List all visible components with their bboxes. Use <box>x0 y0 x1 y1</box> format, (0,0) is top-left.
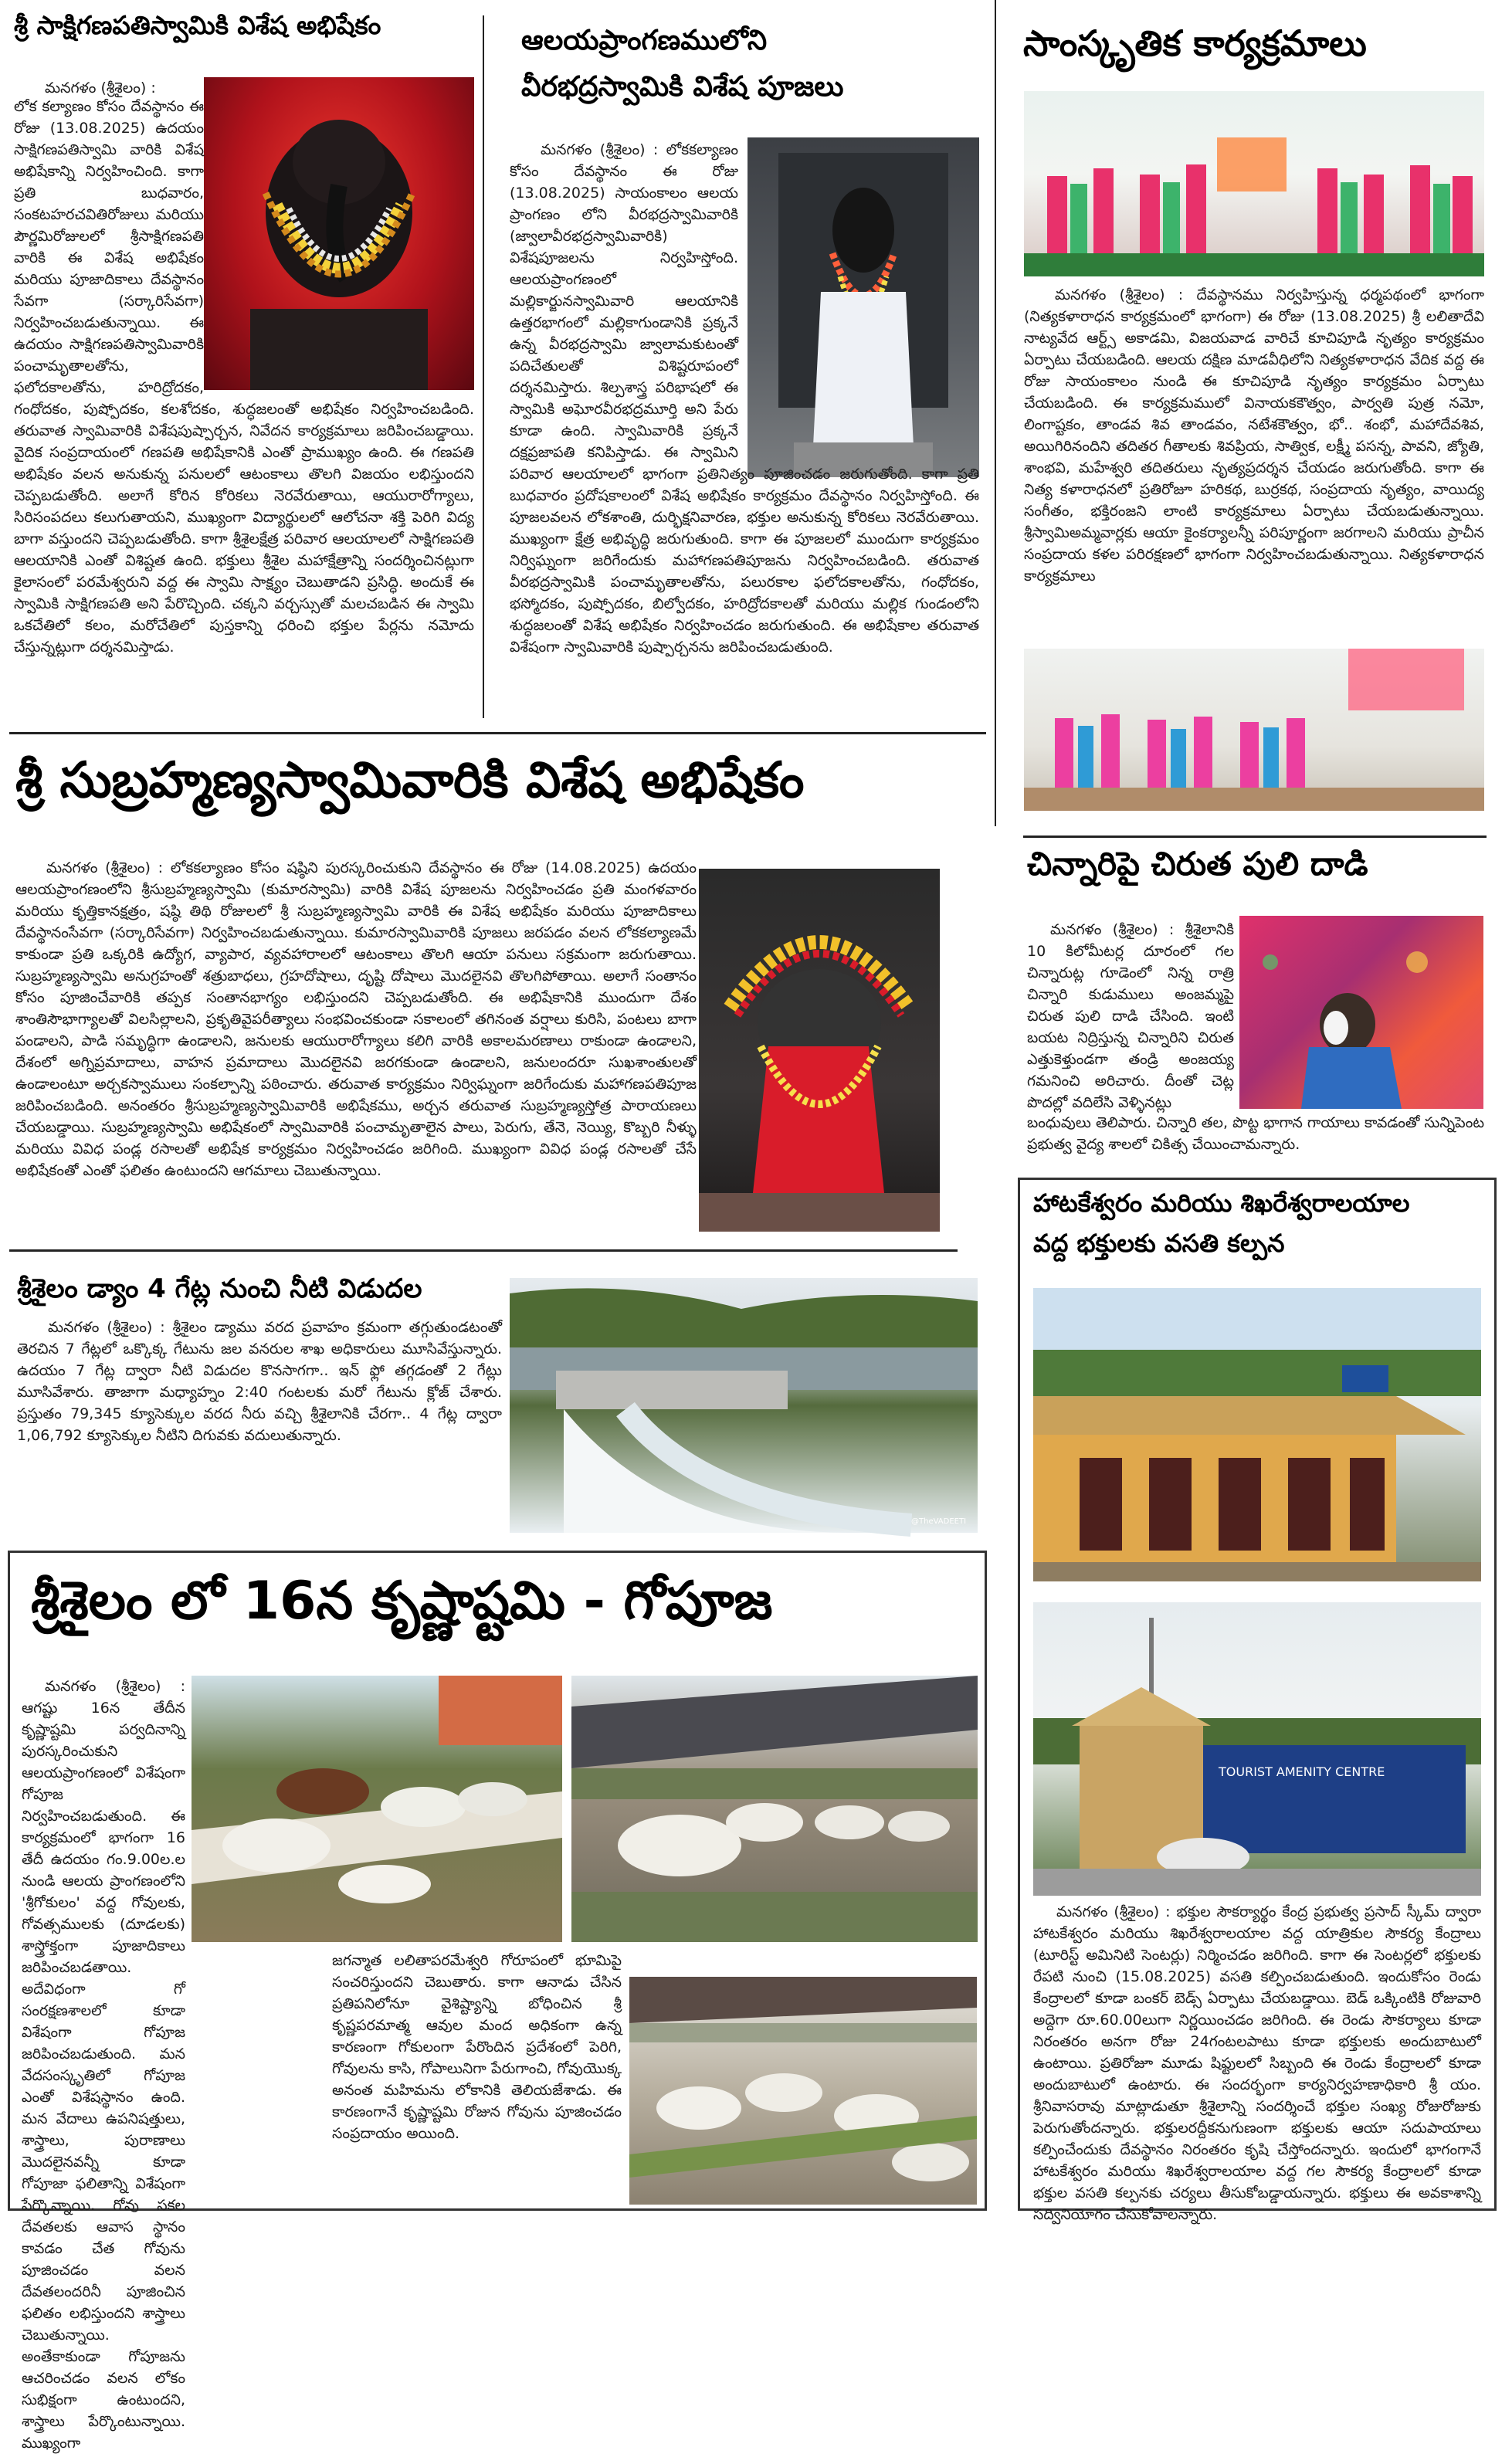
injured-child-photo <box>1239 916 1483 1109</box>
article3-body-text: దేవస్థానము నిర్వహిస్తున్న ధర్మపథంలో భాగంగా (నిత్యకళారాధన కార్యక్రమంలో భాగంగా) ఈ రోజు (13.08.2025) శ్రీ లలితాదేవి నాట్యవేద ఆర్ట్స్ అకాడమి, విజయవాడ వారిచే కూచిపూడి నృత్యం కార్యక్రమం ఏర్పాటు చేయబడింది. ఆలయ దక్షిణ మాడవీధిలోని నిత్యకళారాధన వేదిక వద్ద ఈ రోజు సాయంకాలం నుండి ఈ కూచిపూడి నృత్యం కార్యక్రమం ఏర్పాటు చేయబడింది. ఈ కార్యక్రమములో వినాయకకౌత్వం, పార్వతి పుత్ర నమో, లింగాష్టకం, తాండవ శివ తాండవం, నటేశకౌత్వం, భో.. శంభో, మహాదేవశివ, అయిగిరినందిని తదితర గీతాలకు శివప్రియ, సాత్విక, లక్ష్మీ పసన్న, పావని, జ్యోతి, శాంభవి, మహేశ్వరి తదితరులు నృత్యప్రదర్శన చేయడం జరుగుతోంది. కాగా ఈ నిత్య కళారాధనలో ప్రతిరోజూ హరికథ, బుర్రకథ, సంప్రదాయ నృత్యం, వాయిద్య సంగీతం, భక్తిరంజని లాంటి కార్యక్రమాలు ఏర్పాటు చేయబడుతున్నాయి. శ్రీస్వామిఅమ్మవార్లకు ఆయా కైంకర్యాలన్నీ పరిపూర్ణంగా జరగాలని మరియు ప్రాచీన సంప్రదాయ కళల పరిరక్షణలో భాగంగా నిర్వహించబడుతున్నాయి. నిత్యకళారాధన కార్యక్రమాలు <box>1024 286 1484 585</box>
article1-headline: శ్రీ సాక్షిగణపతిస్వామికి విశేష అభిషేకం <box>14 10 381 40</box>
article2-body-text: లోకకల్యాణం కోసం దేవస్థానం ఈ రోజు (13.08.2025) సాయంకాలం ఆలయ ప్రాంగణం లోని వీరభద్రస్వామివారికి (జ్వాలావీరభద్రస్వామివారికి) విశేషపూజలను నిర్వహిస్తోంది. ఆలయప్రాంగణంలో మల్లికార్జునస్వామివారి ఆలయానికి ఉత్తరభాగంలో మల్లికాగుండానికి ప్రక్కనే ఉన్న వీరభద్రస్వామి జ్వాలామకుటంతో పదిచేతులతో విశిష్టరూపంలో దర్శనమిస్తారు. శిల్పశాస్త్ర పరిభాషలో ఈ స్వామికి అఘోరవీరభద్రమూర్తి అని పేరు కూడా ఉంది. స్వామివారికి ప్రక్కనే దక్షప్రజాపతి కనిపిస్తాడు. ఈ స్వామిని పరివార ఆలయాలలో భాగంగా ప్రతినిత్యం పూజించడం జరుగుతోంది. కాగా ప్రతి బుధవారం ప్రదోషకాలంలో విశేష అభిషేకం కార్యక్రమం దేవస్థానం నిర్వహిస్తోంది. ఈ పూజలవలన లోకశాంతి, దుర్భిక్షనివారణ, భక్తుల అనుకున్న కోరికలు నెరవేరుతాయి. ముఖ్యంగా క్షేత్ర అభివృద్ధి జరుగుతుంది. కాగా ఈ పూజలలో ముందుగా కార్యక్రమం నిర్విఘ్నంగా జరిగేందుకు మహాగణపతిపూజను నిర్వహించబడింది. తరువాత వీరభద్రస్వామికి పంచామృతాలతోను, పలురకాల ఫలోదకాలతోను, గంధోదకం, భస్మోదకం, పుష్పోదకం, బిల్వోదకం, హరిద్రోదకాలతో మరియు మల్లిక గుండంలోని శుద్ధజలంతో విశేష అభిషేకం నిర్వహించడం జరుగుతుంది. ఈ అభిషేకాల తరువాత విశేషంగా స్వామివారికి పుష్పార్చనను జరిపించబడుతుంది. <box>510 141 979 656</box>
article6-dateline: మనగళం (శ్రీశైలం) : <box>1056 1903 1171 1920</box>
column-divider-1 <box>483 15 484 718</box>
sikharesvaram-amenity-centre-photo <box>1033 1602 1481 1896</box>
article6-headline-line1: హాటకేశ్వరం మరియు శిఖరేశ్వరాలయాల <box>1033 1188 1410 1218</box>
article8-body-mid: జగన్మాత లలితాపరమేశ్వరి గోరూపంలో భూమిపై సంచరిస్తుందని చెబుతారు. కాగా ఆనాడు చేసిన ప్రతిపనిలోనూ వైశిష్ట్యాన్ని బోధించిన శ్రీ కృష్ణపరమాత్మ ఆవుల మంద అధికంగా ఉన్న కారణంగా గోకులంగా పేరొందిన ప్రదేశంలో పెరిగి, గోవులను కాసి, గోపాలునిగా పేరుగాంచి, గోవుయొక్క అనంత మహిమను లోకానికి తెలియజేశాడు. ఈ కారణంగానే కృష్ణాష్టమి రోజున గోవును పూజించడం సంప్రదాయం అయింది. <box>332 1952 622 2142</box>
article7-body-text: శ్రీశైలం డ్యాము వరద ప్రవాహం క్రమంగా తగ్గుతుండటంతో తెరచిన 7 గేట్లలో ఒక్కొక్క గేటును జల వనరుల శాఖ అధికారులు మూసివేస్తున్నారు. ఉదయం 7 గేట్ల ద్వారా నీటి విడుదల కొనసాగగా.. ఇన్ ఫ్లో తగ్గడంతో 2 గేట్లు మూసివేశారు. తాజాగా మధ్యాహ్నం 2:40 గంటలకు మరో గేటును క్లోజ్ చేశారు. ప్రస్తుతం 79,345 క్యూసెక్కుల వరద నీరు వచ్చి శ్రీశైలానికి చేరగా.. 4 గేట్ల ద్వారా 1,06,792 క్యూసెక్కుల నీటిని దిగువకు వదులుతున్నారు. <box>17 1319 503 1444</box>
column-divider-2 <box>995 0 996 826</box>
hatakeswaram-amenity-centre-photo <box>1033 1288 1481 1581</box>
article3-dateline: మనగళం (శ్రీశైలం) : <box>1055 286 1184 303</box>
article5-headline: చిన్నారిపై చిరుత పులి దాడి <box>1027 845 1368 883</box>
amenity-sign: TOURIST AMENITY CENTRE <box>1219 1764 1385 1779</box>
article4-body-text: లోకకల్యాణం కోసం షష్ఠిని పురస్కరించుకుని దేవస్థానం ఈ రోజు (14.08.2025) ఉదయం ఆలయప్రాంగణంలోని శ్రీసుబ్రహ్మణ్యస్వామి (కుమారస్వామి) వారికి విశేష పూజలను నిర్వహించడం ప్రతి మంగళవారం మరియు కృత్తికానక్షత్రం, షష్ఠి తిథి రోజులలో శ్రీ సుబ్రహ్మణ్యస్వామి వారికి ఈ విశేష అభిషేకం మరియు పూజాదికాలు దేవస్థానంసేవగా (సర్కారిసేవగా) నిర్వహించబడుతున్నాయి. కుమారస్వామివారికి పూజలు జరపడం వలన లోకకల్యాణమే కాకుండా ప్రతి ఒక్కరికి ఉద్యోగ, వ్యాపార, వ్యవహారాలలో ఆటంకాలు తొలగి ఆయా పనులు సక్రమంగా జరుగుతాయి. సుబ్రహ్మణ్యస్వామి అనుగ్రహంతో శత్రుబాధలు, గ్రహదోషాలు, దృష్టి దోషాలు మొదలైనవి తొలగిపోతాయి. అలాగే సంతానం కోసం పూజించేవారికి తప్పక సంతానభాగ్యం లభిస్తుందని చెప్పబడుతోంది. ఈ అభిషేకానికి ముందుగా దేశం శాంతిసౌభాగ్యాలతో విలసిల్లాలని, ప్రకృతివైపరీత్యాలు సంభవించకుండా సకాలంలో తగినంత వర్షాలు కురిసి, పంటలు బాగా పండాలని, పాడి సమృద్ధిగా ఉండాలని, జనులకు ఆయురారోగ్యాలు కలిగి వారికి అకాలమరణాలు రాకుండా ఉండాలని, దేశంలో అగ్నిప్రమాదాలు, వాహన ప్రమాదాలు మొదలైనవి జరగకుండా ఉండాలని, జనులందరూ సుఖశాంతులతో ఉండాలంటూ అర్చకస్వాములు సంకల్పాన్ని పఠించారు. తరువాత కార్యక్రమం నిర్విఘ్నంగా జరిగేందుకు మహాగణపతిపూజ జరిపించబడింది. అనంతరం శ్రీసుబ్రహ్మణ్యస్వామివారికి అభిషేకము, అర్చన తరువాత సుబ్రహ్మణ్యస్తోత్ర పారాయణలు చేయబడ్డాయి. సుబ్రహ్మణ్యస్వామి అభిషేకంలో స్వామివారికి పంచామృతాలైన పాలు, పెరుగు, తేనె, నెయ్యి, కొబ్బరి నీళ్ళు మరియు వివిధ పండ్ల రసాలతో అభిషేక కార్యక్రమం నిర్వహించడం జరిగింది. ముఖ్యంగా వివిధ పండ్ల రసాలతో చేసే అభిషేకంతో ఎంతో ఫలితం ఉంటుందని ఆగమాలు చెబుతున్నాయి. <box>15 859 697 1179</box>
section-divider-1 <box>9 732 986 734</box>
article5-dateline: మనగళం (శ్రీశైలం) : <box>1050 921 1175 938</box>
article2-body <box>510 139 979 703</box>
section-divider-3 <box>1023 836 1487 838</box>
article1-text-wrap <box>14 96 474 738</box>
photo-credit: @TheVADEETI <box>911 1517 967 1526</box>
article3-body <box>1024 284 1484 655</box>
article7-dateline: మనగళం (శ్రీశైలం) : <box>48 1319 165 1336</box>
article6-headline-line2: వద్ద భక్తులకు వసతి కల్పన <box>1033 1229 1285 1258</box>
article8-headline: శ్రీశైలం లో 16న కృష్ణాష్టమి - గోపూజ <box>31 1571 773 1632</box>
article4-dateline: మనగళం (శ్రీశైలం) : <box>46 859 164 876</box>
article8-dateline: మనగళం (శ్రీశైలం) : <box>45 1678 185 1695</box>
kuchipudi-dance-photo-2 <box>1024 649 1484 811</box>
article5-body-wide: బంధువులు తెలిపారు. చిన్నారి తల, పొట్ట భాగాన గాయాలు కావడంతో సున్నిపెంట ప్రభుత్వ వైద్య శాలలో చికిత్స చేయించామన్నారు. <box>1027 1114 1484 1153</box>
article7-body <box>17 1317 502 1537</box>
article3-headline: సాంస్కృతిక కార్యక్రమాలు <box>1023 22 1367 64</box>
article8-body-left <box>22 1676 185 2452</box>
article1-dateline: మనగళం (శ్రీశైలం) : <box>45 80 156 97</box>
goshala-cows-photo-3 <box>629 1977 977 2205</box>
kuchipudi-dance-photo-1 <box>1024 91 1484 276</box>
srisailam-dam-photo <box>510 1278 978 1533</box>
article5-body-narrow <box>1027 919 1234 1112</box>
article6-body-text: భక్తుల సౌకర్యార్థం కేంద్ర ప్రభుత్వ ప్రసాద్ స్కీమ్ ద్వారా హాటకేశ్వరం మరియు శిఖరేశ్వరాలయాల వద్ద యాత్రికుల సౌకర్య కేంద్రాలు (టూరిస్ట్ అమినిటి సెంటర్లు) నిర్మించడం జరిగింది. కాగా ఈ సెంటర్లలో భక్తులకు రేపటి నుంచి (15.08.2025) వసతి కల్పించబడుతుంది. ఇందుకోసం రెండు కేంద్రాలలో కూడా బంకర్ బెడ్స్ ఏర్పాటు చేయబడ్డాయి. బెడ్ ఒక్కింటికి రోజువారి అద్దెగా రూ.60.00లుగా నిర్ణయించడం జరిగింది. ఈ రెండు సౌకర్యాలు కూడా నిరంతరం అనగా రోజు 24గంటలపాటు కూడా భక్తులకు అందుబాటులో ఉంటాయి. ప్రతిరోజూ మూడు షిఫ్టులలో సిబ్బంది ఈ రెండు కేంద్రాలలో కూడా అందుబాటులో ఉంటారు. ఈ సందర్భంగా కార్యనిర్వహణాధికారి శ్రీ యం. శ్రీనివాసరావు మాట్లాడుతూ శ్రీశైలాన్ని సందర్శించే భక్తుల సంఖ్య రోజురోజుకు పెరుగుతోందన్నారు. భక్తులరద్దీకనుగుణంగా భక్తులకు ఆయా సదుపాయాలు కల్పించేందుకు దేవస్థానం నిరంతరం కృషి చేస్తోందన్నారు. ఇందులో భాగంగానే హాటకేశ్వరం మరియు శిఖరేశ్వరాలయాల వద్ద గల సౌకర్య కేంద్రాలలో కూడా భక్తుల వసతి కల్పనకు చర్యలు తీసుకోబడ్డాయన్నారు. భక్తులు ఈ అవకాశాన్ని సద్వినియోగం చేసుకోవాలన్నారు. <box>1033 1903 1482 2223</box>
article4-headline: శ్రీ సుబ్రహ్మణ్యస్వామివారికి విశేష అభిషేకం <box>15 752 805 809</box>
article2-headline-line1: ఆలయప్రాంగణములోని <box>521 25 768 56</box>
section-divider-2 <box>9 1249 958 1252</box>
article5-body-text: శ్రీశైలానికి 10 కిలోమీటర్ల దూరంలో గల చిన్నారుట్ల గూడెంలో నిన్న రాత్రి చిన్నారి కుడుములు అంజమ్మపై చిరుత పులి దాడి చేసింది. ఇంటి బయట నిద్రిస్తున్న చిన్నారిని చిరుత ఎత్తుకెళ్తుండగా తండ్రి అంజయ్య గమనించి అరిచారు. దీంతో చెట్ల పొదల్లో వదిలేసి వెళ్ళినట్లు <box>1027 921 1234 1111</box>
article8-body-text-left: ఆగష్టు 16న తేదీన కృష్ణాష్టమి పర్వదినాన్ని పురస్కరించుకుని ఆలయప్రాంగణంలో విశేషంగా గోపూజ నిర్వహించబడుతుంది. ఈ కార్యక్రమంలో భాగంగా 16 తేదీ ఉదయం గం.9.00ల.ల నుండి ఆలయ ప్రాంగణంలోని 'శ్రీగోకులం' వద్ద గోవులకు, గోవత్సములకు (దూడలకు) శాస్త్రోక్తంగా పూజాదికాలు జరిపించబడతాయి. అదేవిధంగా గో సంరక్షణశాలలో కూడా విశేషంగా గోపూజ జరిపించబడుతుంది. మన వేదసంస్కృతిలో గోపూజ ఎంతో విశేషస్థానం ఉంది. మన వేదాలు ఉపనిషత్తులు, శాస్త్రాలు, పురాణాలు మొదలైనవన్నీ కూడా గోపూజా ఫలితాన్ని విశేషంగా పేర్కొన్నాయి. గోవు సకల దేవతలకు ఆవాస స్థానం కావడం చేత గోవును పూజించడం వలన దేవతలందరినీ పూజించిన ఫలితం లభిస్తుందని శాస్త్రాలు చెబుతున్నాయి. అంతేకాకుండా గోపూజను ఆచరించడం వలన లోకం సుభిక్షంగా ఉంటుందని, శాస్త్రాలు పేర్కొంటున్నాయి. ముఖ్యంగా <box>22 1700 185 2452</box>
goshala-cows-photo-1 <box>192 1676 562 1942</box>
article7-headline: శ్రీశైలం డ్యాం 4 గేట్ల నుంచి నీటి విడుదల <box>17 1273 422 1304</box>
article4-body <box>15 857 942 1255</box>
article1-body-text: లోక కల్యాణం కోసం దేవస్థానం ఈ రోజు (13.08.2025) ఉదయం సాక్షిగణపతిస్వామి వారికి విశేష అభిషేకాన్ని నిర్వహించింది. కాగా ప్రతి బుధవారం, సంకటహరచవితిరోజులు మరియు పౌర్ణమిరోజులలో శ్రీసాక్షిగణపతి వారికి ఈ విశేష అభిషేకం మరియు పూజాదికాలు దేవస్థానం సేవగా (సర్కారిసేవగా) నిర్వహించబడుతున్నాయి. ఈ ఉదయం సాక్షిగణపతిస్వామివారికి పంచామృతాలతోను, ఫలోదకాలతోను, హరిద్రోదకం, గంధోదకం, పుష్పోదకం, కలశోదకం, శుద్ధజలంతో అభిషేకం నిర్వహించబడింది. తరువాత స్వామివారికి విశేషపుష్పార్చన, నివేదన కార్యక్రమాలు జరిపించబడ్డాయి. వైదిక సంప్రదాయంలో గణపతి అభిషేకానికి ఎంతో ప్రాముఖ్యం ఉంది. ఈ గణపతి అభిషేకం వలన అనుకున్న పనులలో ఆటంకాలు తొలగి విజయం లభిస్తుందని చెప్పబడుతోంది. అలాగే కోరిన కోరికలు నెరవేరుతాయి, ఆయురారోగ్యాలు, సిరిసంపదలు కలుగుతాయని, ముఖ్యంగా విద్యార్థులలో ఆలోచనా శక్తి పెరిగి విద్య బాగా వస్తుందని చెప్పబడుతోంది. కాగా శ్రీశైలక్షేత్ర పరివార ఆలయాలలో సాక్షిగణపతి ఆలయానికి ఎంతో విశిష్టత ఉంది. భక్తులు శ్రీశైల మహాక్షేత్రాన్ని సందర్శించినట్లుగా కైలాసంలో పరమేశ్వరుని వద్ద ఈ స్వామి సాక్ష్యం చెబుతాడని ప్రసిద్ధి. అందుకే ఈ స్వామికి సాక్షిగణపతి అని పేరొచ్చింది. చక్కని వర్చస్సుతో మలచబడిన ఈ స్వామి ఒకచేతిలో కలం, మరోచేతిలో పుస్తకాన్ని ధరించి భక్తుల పేర్లను నమోదు చేస్తున్నట్లుగా దర్శనమిస్తాడు. <box>14 98 474 656</box>
article2-dateline: మనగళం (శ్రీశైలం) : <box>541 141 659 158</box>
goshala-cows-photo-2 <box>571 1676 978 1942</box>
article2-headline-line2: వీరభద్రస్వామికి విశేష పూజలు <box>521 71 844 103</box>
article6-body <box>1033 1901 1482 2223</box>
